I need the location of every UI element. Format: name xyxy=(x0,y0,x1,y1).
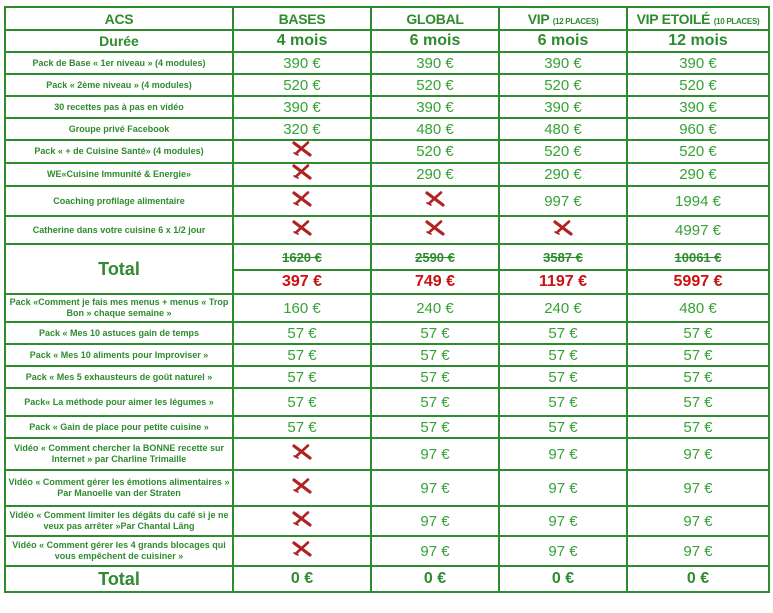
pack-row xyxy=(5,438,769,470)
price-cell: 57 € xyxy=(627,344,769,366)
pack-row xyxy=(5,140,769,163)
price-cell: 480 € xyxy=(499,118,627,140)
price-cell: 57 € xyxy=(233,366,371,388)
price-cell: 57 € xyxy=(233,322,371,344)
red-cross-icon xyxy=(291,141,313,162)
not-included-cell xyxy=(233,470,371,506)
pack-label: Pack « + de Cuisine Santé» (4 modules) xyxy=(5,140,233,163)
not-included-cell xyxy=(499,216,627,244)
bonus-total-value: 0 € xyxy=(371,566,499,592)
pack-row xyxy=(5,186,769,216)
pack-row xyxy=(5,470,769,506)
price-cell: 97 € xyxy=(499,536,627,566)
pack-row xyxy=(5,294,769,322)
pack-label: Pack « Mes 10 aliments pour Improviser » xyxy=(5,344,233,366)
price-cell: 97 € xyxy=(499,470,627,506)
pack-label: Catherine dans votre cuisine 6 x 1/2 jour xyxy=(5,216,233,244)
price-cell: 160 € xyxy=(233,294,371,322)
duree-value: 12 mois xyxy=(627,30,769,52)
price-cell: 57 € xyxy=(499,344,627,366)
pack-label: Coaching profilage alimentaire xyxy=(5,186,233,216)
price-cell: 97 € xyxy=(499,438,627,470)
not-included-cell xyxy=(233,163,371,186)
pack-row xyxy=(5,96,769,118)
not-included-cell xyxy=(233,186,371,216)
original-price: 1620 € xyxy=(233,244,371,270)
header-vip-etoile xyxy=(627,7,769,30)
original-price: 10061 € xyxy=(627,244,769,270)
pack-row xyxy=(5,118,769,140)
discounted-price: 397 € xyxy=(233,270,371,294)
original-price: 3587 € xyxy=(499,244,627,270)
price-cell: 390 € xyxy=(371,96,499,118)
price-cell: 97 € xyxy=(371,438,499,470)
duree-row xyxy=(5,30,769,52)
price-cell: 97 € xyxy=(371,470,499,506)
not-included-cell xyxy=(233,438,371,470)
pack-row xyxy=(5,74,769,96)
pack-label: Vidéo « Comment gérer les 4 grands blocages qui vous empêchent de cuisiner » xyxy=(5,536,233,566)
red-cross-icon xyxy=(291,220,313,241)
pricing-table-wrapper xyxy=(4,6,770,593)
header-vip-etoile-label: VIP ETOILÉ xyxy=(636,10,711,27)
pack-label: Pack de Base « 1er niveau » (4 modules) xyxy=(5,52,233,74)
pack-label: WE«Cuisine Immunité & Energie» xyxy=(5,163,233,186)
bonus-total-value: 0 € xyxy=(233,566,371,592)
price-cell: 997 € xyxy=(499,186,627,216)
pricing-table xyxy=(4,6,770,593)
red-cross-icon xyxy=(291,444,313,465)
price-cell: 520 € xyxy=(627,74,769,96)
header-vip xyxy=(499,7,627,30)
duree-value: 4 mois xyxy=(233,30,371,52)
red-cross-icon xyxy=(291,511,313,532)
pack-label: Pack « Mes 5 exhausteurs de goût naturel » xyxy=(5,366,233,388)
price-cell: 480 € xyxy=(627,294,769,322)
header-bases: BASES xyxy=(233,7,371,30)
not-included-cell xyxy=(371,216,499,244)
price-cell: 97 € xyxy=(627,470,769,506)
red-cross-icon xyxy=(291,541,313,562)
price-cell: 57 € xyxy=(627,322,769,344)
discounted-price: 5997 € xyxy=(627,270,769,294)
price-cell: 240 € xyxy=(499,294,627,322)
pack-row xyxy=(5,388,769,416)
pack-row xyxy=(5,52,769,74)
pack-row xyxy=(5,506,769,536)
header-vip-places: (12 PLACES) xyxy=(552,16,599,26)
pack-row xyxy=(5,216,769,244)
price-cell: 97 € xyxy=(627,506,769,536)
not-included-cell xyxy=(233,536,371,566)
pack-row xyxy=(5,536,769,566)
total-label: Total xyxy=(5,244,233,294)
original-price: 2590 € xyxy=(371,244,499,270)
header-vip-label: VIP xyxy=(527,10,550,27)
price-cell: 390 € xyxy=(233,52,371,74)
pack-label: Groupe privé Facebook xyxy=(5,118,233,140)
price-cell: 520 € xyxy=(233,74,371,96)
price-cell: 4997 € xyxy=(627,216,769,244)
price-cell: 57 € xyxy=(371,366,499,388)
price-cell: 57 € xyxy=(627,416,769,438)
price-cell: 240 € xyxy=(371,294,499,322)
discounted-price: 749 € xyxy=(371,270,499,294)
header-acs: ACS xyxy=(5,7,233,30)
price-cell: 57 € xyxy=(233,416,371,438)
red-cross-icon xyxy=(291,478,313,499)
pack-label: Vidéo « Comment gérer les émotions alimentaires » Par Manoelle van der Straten xyxy=(5,470,233,506)
bonus-total-label: Total xyxy=(5,566,233,592)
price-cell: 1994 € xyxy=(627,186,769,216)
pack-label: Pack « Gain de place pour petite cuisine » xyxy=(5,416,233,438)
price-cell: 960 € xyxy=(627,118,769,140)
price-cell: 520 € xyxy=(371,140,499,163)
header-row xyxy=(5,7,769,30)
price-cell: 57 € xyxy=(371,388,499,416)
price-cell: 520 € xyxy=(499,74,627,96)
price-cell: 390 € xyxy=(499,96,627,118)
price-cell: 57 € xyxy=(233,388,371,416)
price-cell: 390 € xyxy=(627,52,769,74)
pack-label: Pack «Comment je fais mes menus + menus « Trop Bon » chaque semaine » xyxy=(5,294,233,322)
price-cell: 290 € xyxy=(627,163,769,186)
header-vip-etoile-places: (10 PLACES) xyxy=(713,16,760,26)
not-included-cell xyxy=(233,140,371,163)
pack-label: Pack« La méthode pour aimer les légumes » xyxy=(5,388,233,416)
total-row xyxy=(5,244,769,270)
price-cell: 57 € xyxy=(371,416,499,438)
pack-label: Vidéo « Comment limiter les dégâts du café si je ne veux pas arrêter »Par Chantal Läng xyxy=(5,506,233,536)
not-included-cell xyxy=(233,216,371,244)
pack-label: Pack « Mes 10 astuces gain de temps xyxy=(5,322,233,344)
pack-row xyxy=(5,416,769,438)
price-cell: 57 € xyxy=(499,366,627,388)
pack-row xyxy=(5,163,769,186)
red-cross-icon xyxy=(291,164,313,185)
price-cell: 97 € xyxy=(627,438,769,470)
not-included-cell xyxy=(371,186,499,216)
red-cross-icon xyxy=(552,220,574,241)
pack-label: Vidéo « Comment chercher la BONNE recette sur Internet » par Charline Trimaille xyxy=(5,438,233,470)
pack-row xyxy=(5,366,769,388)
discounted-price: 1197 € xyxy=(499,270,627,294)
duree-value: 6 mois xyxy=(371,30,499,52)
bonus-total-value: 0 € xyxy=(499,566,627,592)
duree-label: Durée xyxy=(5,30,233,52)
price-cell: 57 € xyxy=(371,322,499,344)
header-global: GLOBAL xyxy=(371,7,499,30)
pack-label: Pack « 2ème niveau » (4 modules) xyxy=(5,74,233,96)
price-cell: 97 € xyxy=(371,506,499,536)
pack-row xyxy=(5,322,769,344)
price-cell: 57 € xyxy=(499,322,627,344)
price-cell: 390 € xyxy=(233,96,371,118)
price-cell: 390 € xyxy=(627,96,769,118)
red-cross-icon xyxy=(424,191,446,212)
price-cell: 57 € xyxy=(499,388,627,416)
bonus-total-value: 0 € xyxy=(627,566,769,592)
red-cross-icon xyxy=(291,191,313,212)
price-cell: 57 € xyxy=(371,344,499,366)
red-cross-icon xyxy=(424,220,446,241)
price-cell: 57 € xyxy=(233,344,371,366)
price-cell: 290 € xyxy=(371,163,499,186)
price-cell: 480 € xyxy=(371,118,499,140)
price-cell: 390 € xyxy=(499,52,627,74)
price-cell: 57 € xyxy=(499,416,627,438)
not-included-cell xyxy=(233,506,371,536)
price-cell: 97 € xyxy=(499,506,627,536)
price-cell: 57 € xyxy=(627,366,769,388)
price-cell: 390 € xyxy=(371,52,499,74)
price-cell: 520 € xyxy=(499,140,627,163)
price-cell: 290 € xyxy=(499,163,627,186)
price-cell: 320 € xyxy=(233,118,371,140)
price-cell: 57 € xyxy=(627,388,769,416)
pack-row xyxy=(5,344,769,366)
price-cell: 520 € xyxy=(627,140,769,163)
price-cell: 97 € xyxy=(627,536,769,566)
duree-value: 6 mois xyxy=(499,30,627,52)
price-cell: 520 € xyxy=(371,74,499,96)
pack-label: 30 recettes pas à pas en vidéo xyxy=(5,96,233,118)
bonus-total-row xyxy=(5,566,769,592)
price-cell: 97 € xyxy=(371,536,499,566)
